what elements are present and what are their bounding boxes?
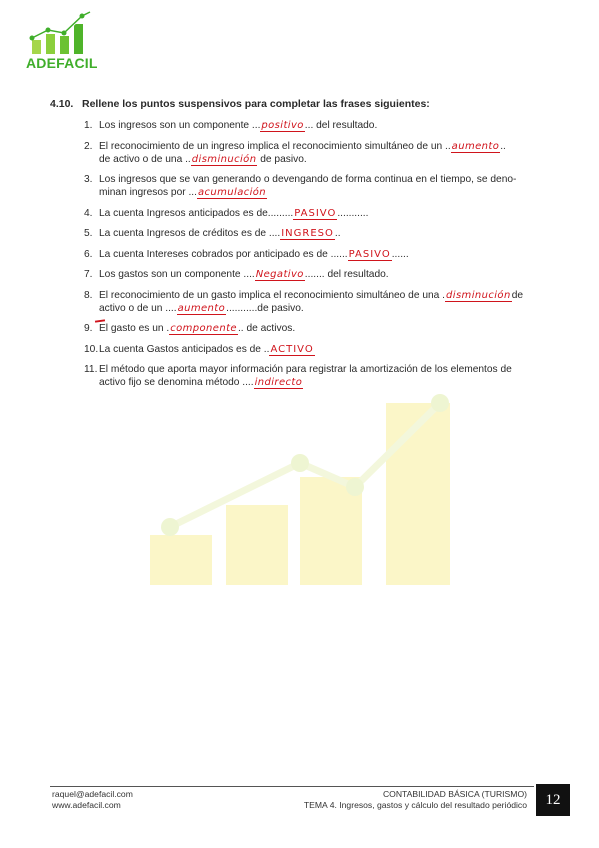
footer-course: CONTABILIDAD BÁSICA (TURISMO) bbox=[382, 789, 527, 799]
item-text-line2: de activo o de una .. bbox=[99, 153, 191, 165]
list-item bbox=[84, 322, 556, 335]
exercise-heading bbox=[50, 98, 430, 110]
list-item bbox=[84, 207, 556, 220]
list-item bbox=[84, 227, 556, 240]
handwritten-answer-2: disminución bbox=[191, 153, 257, 165]
item-text-line2: minan ingresos por ... bbox=[99, 187, 197, 198]
item-text-before: Los gastos son un componente .... bbox=[99, 269, 255, 280]
item-text-line2-after: ...........de pasivo. bbox=[226, 302, 304, 314]
item-text-before: El reconocimiento de un ingreso implica el reconocimiento simultáneo de un .. bbox=[99, 140, 451, 152]
watermark-chart-icon bbox=[140, 385, 470, 585]
item-text-line2: activo fijo se denomina método .... bbox=[99, 377, 254, 388]
item-number: 5. bbox=[84, 228, 93, 239]
handwritten-answer: INGRESO bbox=[281, 228, 334, 239]
item-text-before: La cuenta Gastos anticipados es de .. bbox=[99, 343, 270, 355]
footer-website[interactable]: www.adefacil.com bbox=[52, 800, 121, 810]
handwritten-answer: Negativo bbox=[255, 269, 304, 280]
item-text-after: de bbox=[511, 289, 524, 301]
growth-chart-logo-icon bbox=[26, 10, 106, 56]
item-number: 3. bbox=[84, 174, 93, 185]
item-text-before: La cuenta Ingresos anticipados es de......... bbox=[99, 207, 294, 219]
handwritten-answer-2: indirecto bbox=[254, 377, 303, 388]
handwritten-answer: disminución bbox=[446, 289, 511, 301]
logo-wordmark: ADEFACIL bbox=[26, 55, 98, 71]
exercise-instruction: Rellene los puntos suspensivos para completar las frases siguientes: bbox=[82, 98, 430, 110]
item-number: 8. bbox=[84, 289, 93, 301]
list-item bbox=[84, 119, 556, 132]
list-item bbox=[84, 140, 556, 166]
item-text-after: .. bbox=[334, 228, 341, 239]
item-text-line2-after: de pasivo. bbox=[257, 153, 307, 165]
handwritten-answer: PASIVO bbox=[348, 248, 391, 260]
item-text-before: El reconocimiento de un gasto implica el reconocimiento simultáneo de una . bbox=[99, 289, 446, 301]
list-item bbox=[84, 289, 556, 315]
item-number: 9. bbox=[84, 323, 93, 334]
item-number: 6. bbox=[84, 248, 93, 260]
footer-divider bbox=[50, 786, 534, 787]
item-text-after: ........... bbox=[337, 207, 369, 219]
handwritten-answer: PASIVO bbox=[294, 207, 337, 219]
item-text-after: ....... del resultado. bbox=[304, 269, 389, 280]
handwritten-answer: positivo bbox=[261, 120, 304, 131]
page-number: 12 bbox=[536, 784, 570, 816]
item-text-before: El método que aporta mayor información para registrar la amortización de los elementos de bbox=[99, 364, 512, 375]
footer-topic: TEMA 4. Ingresos, gastos y cálculo del resultado periódico bbox=[303, 800, 527, 810]
adefacil-logo bbox=[26, 10, 106, 70]
item-text-after: ... del resultado. bbox=[304, 120, 378, 131]
item-text-before: Los ingresos que se van generando o devengando de forma continua en el tiempo, se deno- bbox=[99, 174, 517, 185]
item-number: 7. bbox=[84, 269, 93, 280]
exercise-number: 4.10. bbox=[50, 98, 74, 110]
list-item bbox=[84, 343, 556, 356]
item-number: 4. bbox=[84, 207, 93, 219]
list-item bbox=[84, 173, 556, 199]
item-number: 1. bbox=[84, 120, 93, 131]
handwritten-answer: componente bbox=[170, 323, 237, 334]
handwritten-answer: ACTIVO bbox=[270, 343, 314, 355]
item-text-before: El gasto es un . bbox=[99, 323, 170, 334]
item-text-before: La cuenta Ingresos de créditos es de .... bbox=[99, 228, 281, 239]
handwritten-answer: aumento bbox=[451, 140, 500, 152]
item-number: 10. bbox=[84, 343, 99, 355]
exercise-list bbox=[84, 119, 556, 397]
item-text-before: Los ingresos son un componente ... bbox=[99, 120, 261, 131]
item-number: 2. bbox=[84, 140, 93, 152]
item-text-after: .. bbox=[500, 140, 506, 152]
footer-email[interactable]: raquel@adefacil.com bbox=[52, 789, 133, 799]
item-number: 11. bbox=[84, 364, 98, 375]
item-text-after: ...... bbox=[391, 248, 409, 260]
item-text-line2: activo o de un .... bbox=[99, 302, 177, 314]
list-item bbox=[84, 248, 556, 261]
handwritten-answer-2: aumento bbox=[177, 302, 226, 314]
item-text-after: .. de activos. bbox=[237, 323, 296, 334]
handwritten-answer-2: acumulación bbox=[197, 187, 267, 198]
list-item bbox=[84, 268, 556, 281]
list-item bbox=[84, 363, 556, 389]
item-text-before: La cuenta Intereses cobrados por anticipado es de ...... bbox=[99, 248, 348, 260]
